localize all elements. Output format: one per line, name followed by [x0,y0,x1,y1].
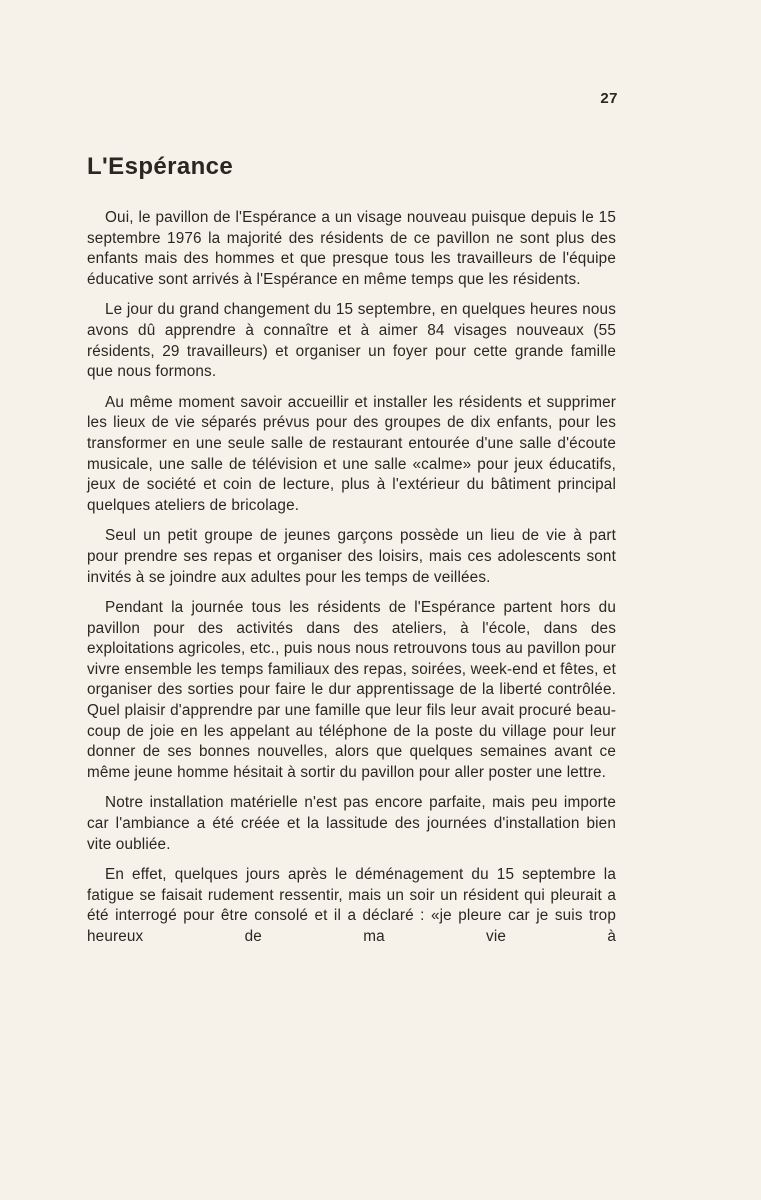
paragraph-4: Seul un petit groupe de jeunes garçons possède un lieu de vie à part pour prendre ses repas et organiser des loisirs, mais ces adolescents sont invités à se joindre aux adultes pour les temps de veillées. [87,527,616,586]
paragraph-5: Pendant la journée tous les résidents de l'Espérance partent hors du pavillon pour des activités dans des ateliers, à l'école, dans des exploitations agricoles, etc., puis nous nous retrouvons tous au pavillon pour vivre ensemble les temps familiaux des repas, soirées, week-end et fêtes, et organiser des sorties pour faire le dur apprentissage de la liberté contrôlée. Quel plaisir d'apprendre par une famille que leur fils leur avait procuré beaucoup de joie en les appelant au téléphone de la poste du village pour leur donner de ses bonnes nouvelles, alors que quelques semaines avant ce même jeune homme hésitait à sortir du pavillon pour aller poster une lettre. [87,599,616,781]
paragraph-1: Oui, le pavillon de l'Espérance a un visage nouveau puisque depuis le 15 septembre 1976 la majorité des résidents de ce pavillon ne sont plus des enfants mais des hommes et que presque tous les travailleurs de l'équipe éducative sont arrivés à l'Espérance en même temps que les résidents. [87,209,616,288]
article-body [87,208,616,948]
page-title: L'Espérance [87,153,234,180]
paragraph-3: Au même moment savoir accueillir et installer les résidents et supprimer les lieux de vie séparés prévus pour des groupes de dix enfants, pour les transformer en une seule salle de restaurant entourée d'une salle d'écoute musicale, une salle de télévision et une salle «calme» pour jeux éducatifs, jeux de société et coin de lecture, plus à l'extérieur du bâtiment principal quelques ateliers de bricolage. [87,393,616,514]
paragraph-7: En effet, quelques jours après le déménagement du 15 septembre la fatigue se faisait rudement ressentir, mais un soir un résident qui pleurait a été interrogé pour être consolé et il a déclaré : «je pleure car je suis trop heureux de ma vie à [87,866,616,945]
paragraph-6: Notre installation matérielle n'est pas encore parfaite, mais peu importe car l'ambiance a été créée et la lassitude des journées d'installation bien vite oubliée. [87,794,616,853]
paragraph-2: Le jour du grand changement du 15 septembre, en quelques heures nous avons dû apprendre à connaître et à aimer 84 visages nouveaux (55 résidents, 29 travailleurs) et organiser un foyer pour cette grande famille que nous formons. [87,301,616,381]
page-number: 27 [600,90,618,107]
